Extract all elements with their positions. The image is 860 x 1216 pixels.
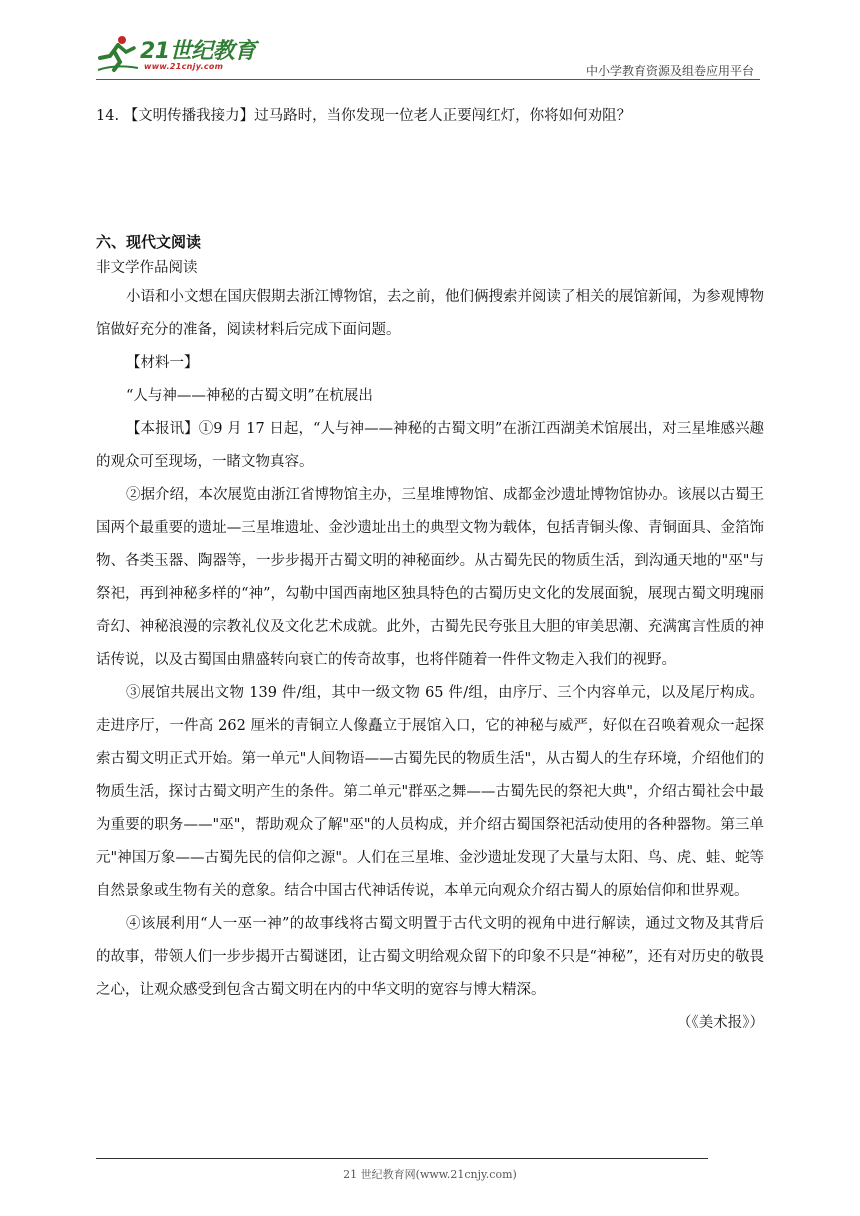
article-headline: “人与神——神秘的古蜀文明”在杭展出: [126, 388, 373, 404]
page-footer[interactable]: 21 世纪教育网(www.21cnjy.com): [343, 1168, 517, 1181]
question-14: 14. 【文明传播我接力】过马路时，当你发现一位老人正要闯红灯，你将如何劝阻？: [96, 108, 632, 124]
running-figure-icon: [96, 34, 140, 74]
intro-paragraph: 小语和小文想在国庆假期去浙江博物馆，去之前，他们俩搜索并阅读了相关的展馆新闻，为参观博物馆做好充分的准备，阅读材料后完成下面问题。: [96, 289, 764, 338]
section-title: 六、现代文阅读: [96, 233, 202, 251]
site-logo[interactable]: [96, 34, 266, 78]
material-label: 【材料一】: [126, 355, 199, 371]
paragraph-4: ④该展利用“人一巫一神”的故事线将古蜀文明置于古代文明的视角中进行解读，通过文物及其背后的故事，带领人们一步步揭开古蜀谜团，让古蜀文明给观众留下的印象不只是“神秘”，还有对历史的敬畏之心，让观众感受到包含古蜀文明在内的中华文明的宽容与博大精深。: [96, 916, 764, 998]
document-body: [96, 98, 764, 1040]
platform-name: 中小学教育资源及组卷应用平台: [585, 64, 754, 78]
section-subtitle: 非文学作品阅读: [96, 260, 198, 276]
header-divider: [96, 79, 760, 80]
paragraph-2: ②据介绍，本次展览由浙江省博物馆主办，三星堆博物馆、成都金沙遗址博物馆协办。该展以古蜀王国两个最重要的遗址—三星堆遗址、金沙遗址出土的典型文物为载体，包括青铜头像、青铜面具、金箔饰物、各类玉器、陶器等，一步步揭开古蜀文明的神秘面纱。从古蜀先民的物质生活，到沟通天地的"巫"与祭祀，再到神秘多样的“神”，勾勒中国西南地区独具特色的古蜀历史文化的发展面貌，展现古蜀文明瑰丽奇幻、神秘浪漫的宗教礼仪及文化艺术成就。此外，古蜀先民夸张且大胆的审美思潮、充满寓言性质的神话传说，以及古蜀国由鼎盛转向衰亡的传奇故事，也将伴随着一件件文物走入我们的视野。: [96, 487, 764, 668]
paragraph-1: 【本报讯】①9 月 17 日起，“人与神——神秘的古蜀文明”在浙江西湖美术馆展出，对三星堆感兴趣的观众可至现场，一睹文物真容。: [96, 421, 764, 470]
logo-url: www.21cnjy.com: [144, 62, 224, 71]
footer-divider: [96, 1158, 708, 1159]
article-source: （《美术报》）: [677, 1015, 764, 1031]
paragraph-3: ③展馆共展出文物 139 件/组，其中一级文物 65 件/组，由序厅、三个内容单元，以及尾厅构成。走进序厅，一件高 262 厘米的青铜立人像矗立于展馆入口，它的神秘与威严，好似在召唤着观众一起探索古蜀文明正式开始。第一单元"人间物语——古蜀先民的物质生活"，从古蜀人的生存环境，介绍他们的物质生活，探讨古蜀文明产生的条件。第二单元"群巫之舞——古蜀先民的祭祀大典"，介绍古蜀社会中最为重要的职务——"巫"，帮助观众了解"巫"的人员构成，并介绍古蜀国祭祀活动使用的各种器物。第三单元"神国万象——古蜀先民的信仰之源"。人们在三星堆、金沙遗址发现了大量与太阳、鸟、虎、蛙、蛇等自然景象或生物有关的意象。结合中国古代神话传说，本单元向观众介绍古蜀人的原始信仰和世界观。: [96, 685, 764, 899]
logo-text: 21世纪教育: [140, 39, 256, 64]
page-header: [0, 0, 860, 80]
